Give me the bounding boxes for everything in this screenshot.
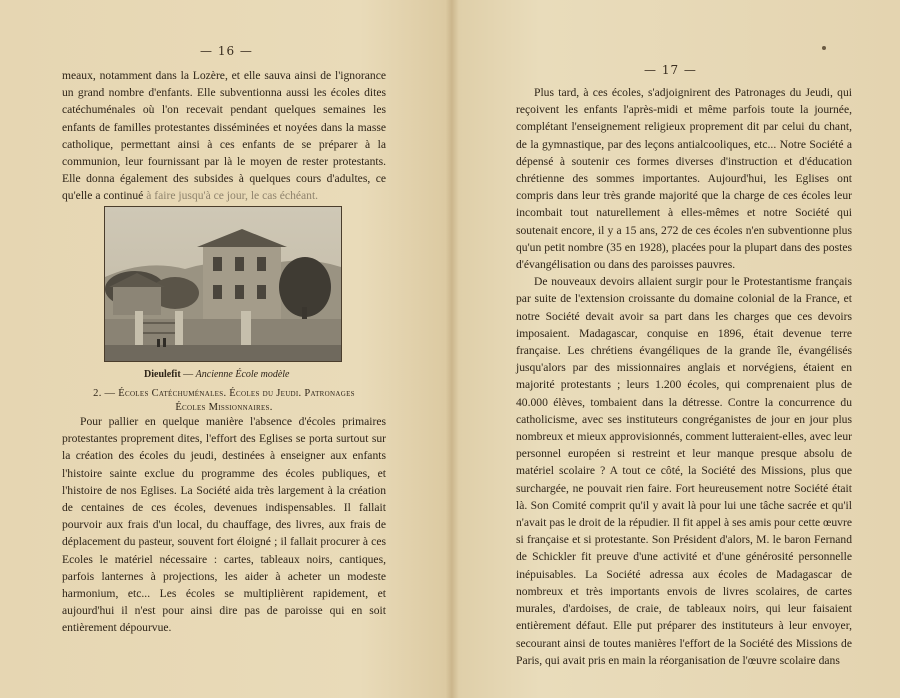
paper-speck <box>822 46 826 50</box>
right-page <box>452 0 900 698</box>
section-title-line-1: Écoles Catéchuménales. Écoles du Jeudi. Patronages <box>118 388 355 399</box>
photo-ancienne-ecole <box>104 206 342 362</box>
left-body-paragraph <box>62 413 386 637</box>
section-heading <box>62 387 386 415</box>
page-number-right: — 17 — <box>644 63 697 77</box>
left-top-paragraph-faded: à faire jusqu'à ce jour, le cas échéant. <box>146 189 319 203</box>
caption-description: Ancienne École modèle <box>195 369 290 380</box>
left-top-paragraph <box>62 67 386 205</box>
right-paragraph-1: Plus tard, à ces écoles, s'adjoignirent des Patronages du Jeudi, qui reçoivent les enfants l'après-midi et même parfois toute la journée, complétant l'enseignement religieux proprement dit par celui du chant, de la gymnastique, par des leçons antialcooliques, etc... Notre Société a dépensé à soutenir ces formes diverses d'instruction et d'éducation chrétienne des sommes importantes. Aujourd'hui, les Eglises ont compris dans leur très grande majorité que la charge de ces écoles leur incombait tout naturellement à elles-mêmes et notre Société qui soutenait encore, il y a 15 ans, 272 de ces écoles n'en subventionne plus qu'un petit nombre (35 en 1928), placées pour la plupart dans des postes d'évangélisation ou dans des paroisses pauvres. <box>516 86 852 272</box>
left-top-paragraph-text <box>62 67 386 205</box>
page-number-left: — 16 — <box>200 44 253 58</box>
section-heading-line-1 <box>62 387 386 401</box>
left-body-paragraph-text: Pour pallier en quelque manière l'absence d'écoles primaires protestantes proprement dites, l'effort des Eglises se porta surtout sur la création des écoles du jeudi, destinées à enseigner aux enfants l'histoire sainte exclue du programme des écoles publiques, et l'histoire de nos Eglises. La Société aida très largement à la création de centaines de ces écoles, devenues indispensables. Il fallait pourvoir aux frais d'un local, du chauffage, des livres, aux frais de déplacement du pasteur, souvent fort éloigné ; il fallait procurer à ces Ecoles le matériel nécessaire : cartes, tableaux noirs, cantiques, parfois lanternes à projections, les aider à acheter un modeste harmonium, etc... Les écoles se multiplièrent rapidement, et aujourd'hui il n'est pour ainsi dire pas de paroisse qui en soit entièrement dépourvue. <box>62 415 386 635</box>
left-top-paragraph-main: meaux, notamment dans la Lozère, et elle sauva ainsi de l'ignorance un grand nombre d'enfants. Elle subventionna aussi les écoles dites catéchuménales où l'on recevait pendant quelques semaines les enfants de familles protestantes disséminées et noyées dans la masse catholique, permettant ainsi à ces enfants de se préparer à la communion, leur fournissant par là le moyen de rester protestants. Elle donna également des subsides à quelques cours d'adultes, ce qu'elle a continué <box>62 69 386 203</box>
caption-place: Dieulefit <box>144 369 181 380</box>
section-title-line-2: Écoles Missionnaires. <box>175 402 273 413</box>
right-body <box>516 84 852 669</box>
right-paragraph-2: De nouveaux devoirs allaient surgir pour le Protestantisme français par suite de l'extension croissante du domaine colonial de la France, et notre Société devait avoir sa part dans les charges que ces devoirs imposaient. Madagascar, conquise en 1896, était devenue terre française. Les chrétiens évangéliques de la grande île, évangélisés jusqu'alors par des missionnaires anglais et norvégiens, étaient en majorité protestants ; leurs 1.200 écoles, qui comprenaient plus de 40.000 élèves, tombaient dans la détresse. Contre la concurrence du catholicisme, avec ses instituteurs congréganistes de jour en jour plus nombreux et mieux approvisionnés, comment lutteraient-elles, avec leur personnel européen si restreint et leur manque presque absolu de matériel scolaire ? A tout ce côté, la Société des Missions, plus que surchargée, ne pouvait rien faire. Fort heureusement notre Société était là. Son Comité comprit qu'il y avait là pour lui une tâche sacrée et qu'il n'avait pas le droit de la répudier. Il fit appel à ses amis pour cette œuvre si française et si protestante. Son Président d'alors, M. le baron Fernand de Schickler fit preuve d'une activité et d'une générosité personnelle inépuisables. La Société adressa aux écoles de Madagascar de nombreux et très importants envois de livres scolaires, de cartes murales, d'ardoises, de craie, de tableaux noirs, qui leur faisaient entièrement défaut. Elle put préparer des instituteurs à leur envoyer, secourant ainsi de toutes manières l'effort de la Société des Missions de Paris, qui avait pris en main la réorganisation de l'œuvre scolaire dans <box>516 275 852 667</box>
school-building-photo <box>105 207 341 361</box>
caption-dash: — <box>180 369 196 380</box>
section-number: 2. — <box>93 388 119 399</box>
figure-caption <box>144 369 290 380</box>
